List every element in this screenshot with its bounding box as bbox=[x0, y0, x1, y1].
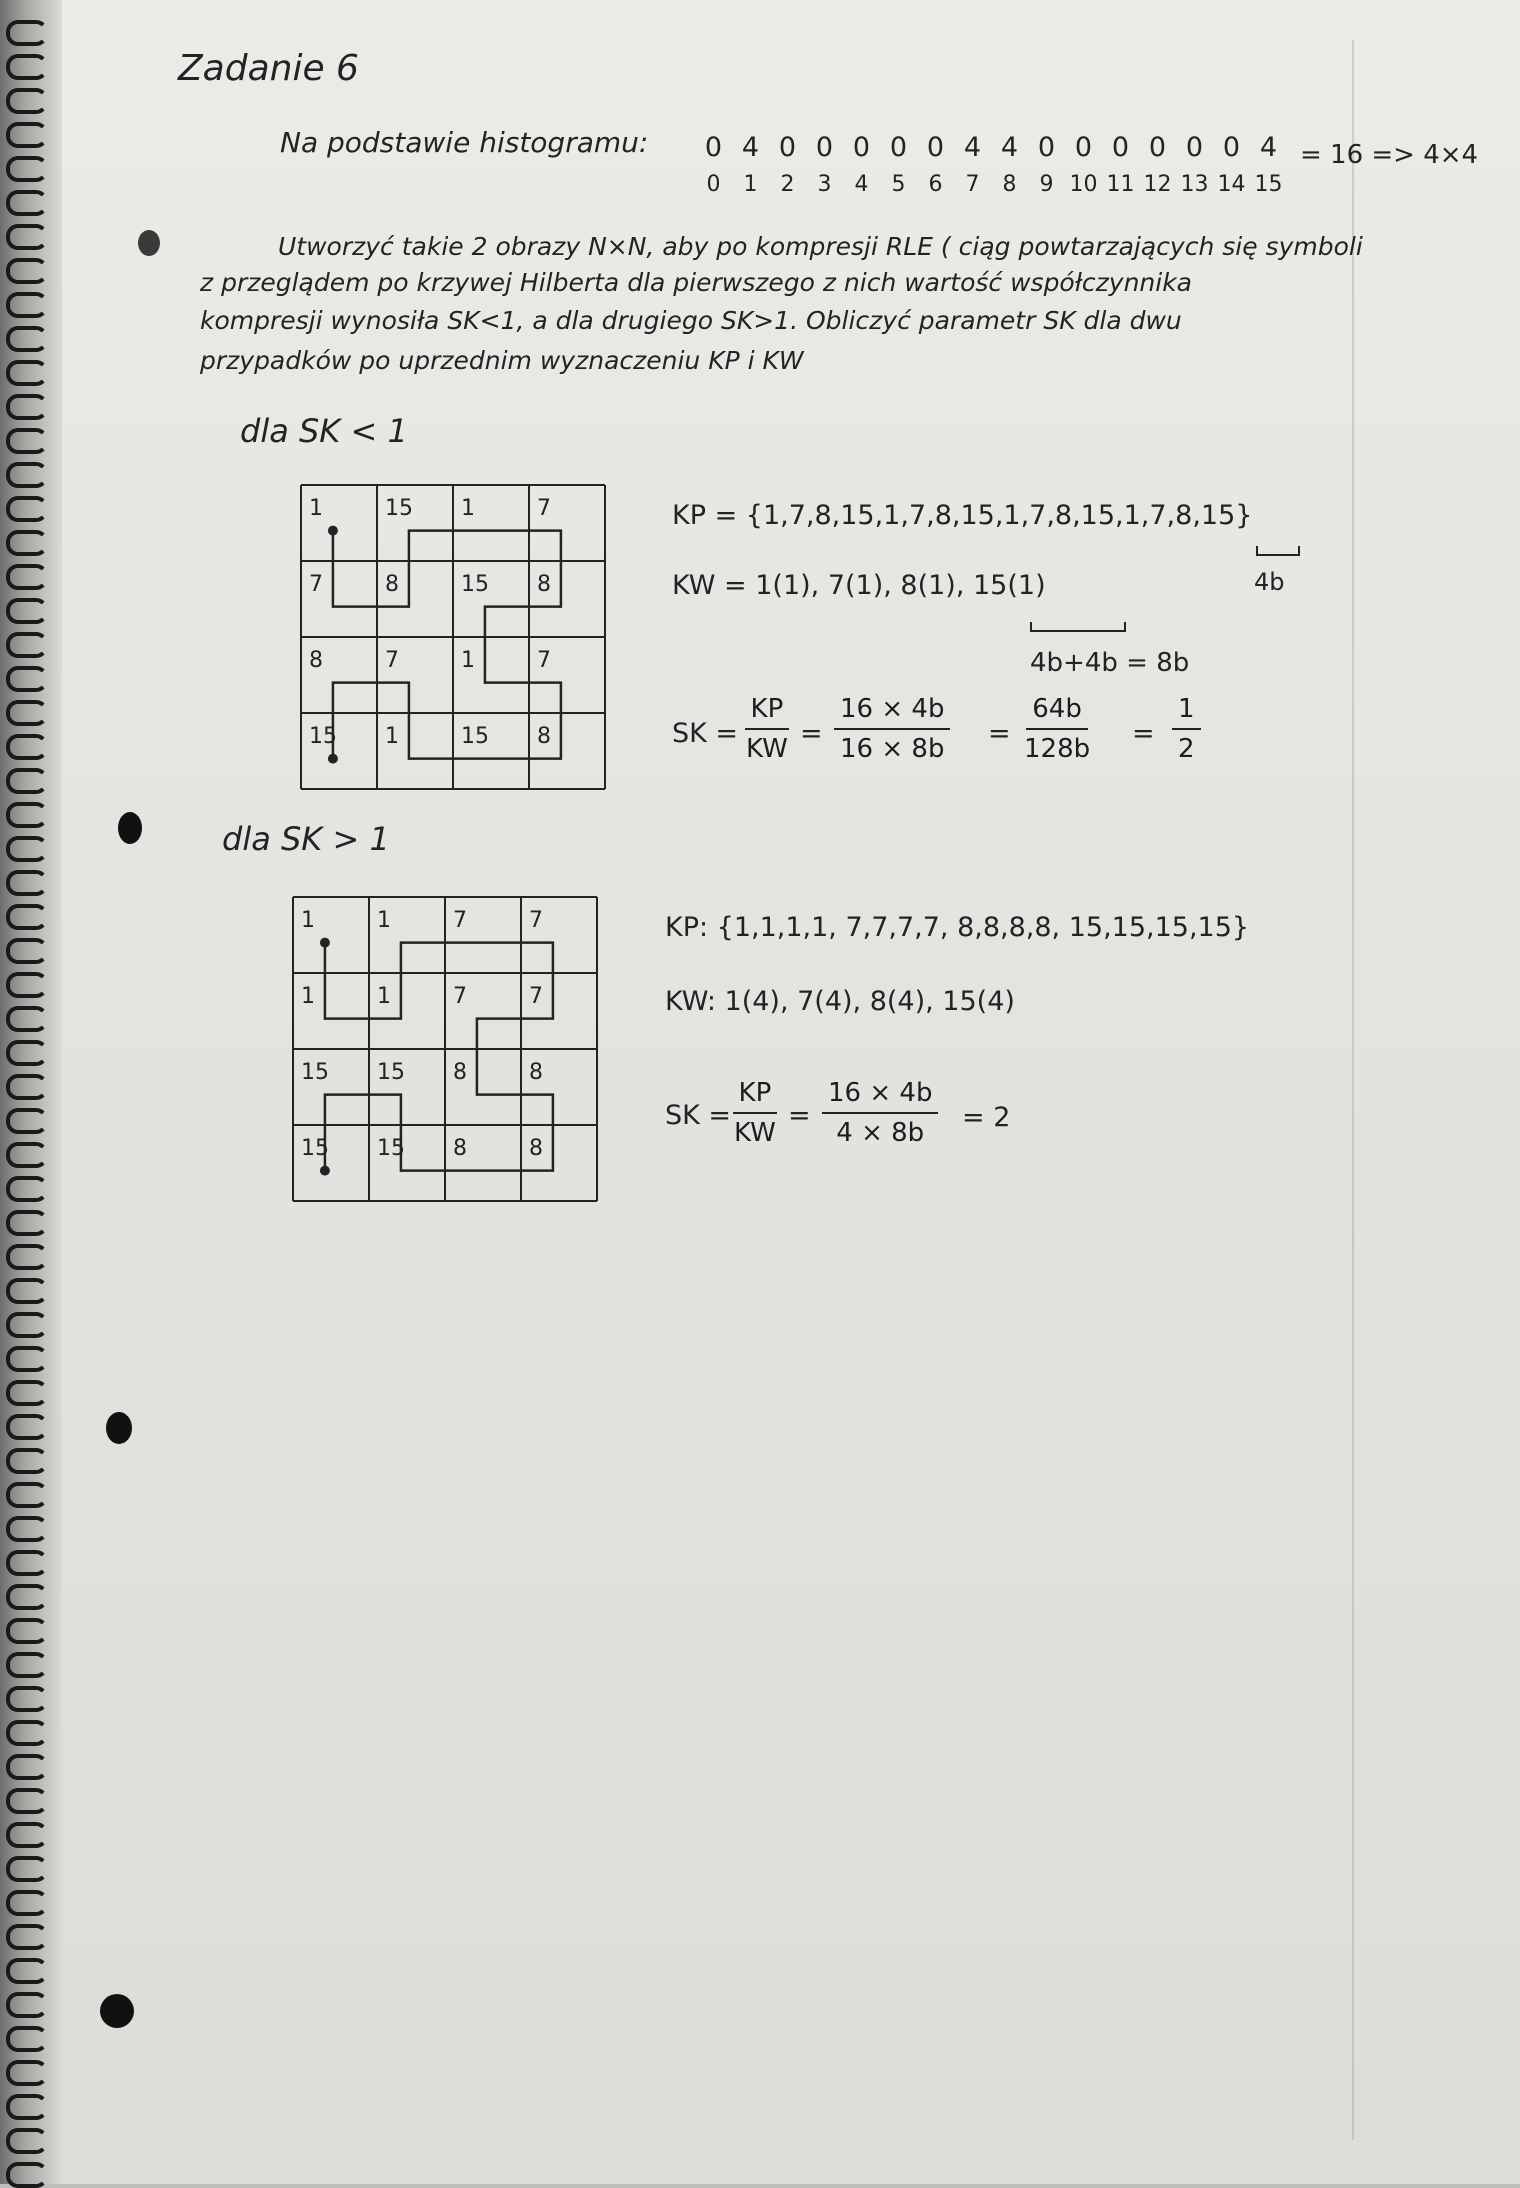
histogram-value: 0 bbox=[852, 132, 871, 163]
case1-cell-value: 8 bbox=[309, 648, 323, 673]
spiral-ring bbox=[6, 428, 48, 454]
case1-f2-den: 16 × 8b bbox=[840, 734, 945, 764]
case2-cell-value: 8 bbox=[529, 1060, 543, 1085]
spiral-ring bbox=[6, 54, 48, 80]
histogram-value: 0 bbox=[926, 132, 945, 163]
spiral-ring bbox=[6, 88, 48, 114]
case1-hilbert-path bbox=[333, 531, 561, 759]
histogram-index: 7 bbox=[965, 172, 980, 197]
histogram-index: 14 bbox=[1217, 172, 1246, 197]
spiral-ring bbox=[6, 1210, 48, 1236]
histogram-result: = 16 => 4×4 bbox=[1300, 140, 1479, 170]
case1-fraction-kp-kw bbox=[740, 694, 794, 764]
histogram-index: 8 bbox=[1002, 172, 1017, 197]
case2-f1-den: KW bbox=[734, 1118, 776, 1148]
histogram-value: 0 bbox=[1037, 132, 1056, 163]
spiral-ring bbox=[6, 1550, 48, 1576]
histogram-index: 11 bbox=[1106, 172, 1135, 197]
case2-cell-value: 1 bbox=[301, 984, 315, 1009]
case1-path-end bbox=[328, 754, 338, 764]
case2-cell-value: 7 bbox=[529, 908, 543, 933]
case2-eq-1: = bbox=[788, 1100, 811, 1131]
spiral-ring bbox=[6, 1312, 48, 1338]
spiral-ring bbox=[6, 632, 48, 658]
histogram-index: 4 bbox=[854, 172, 869, 197]
case2-cell-value: 1 bbox=[377, 908, 391, 933]
case1-eq-1: = bbox=[800, 718, 823, 749]
spiral-ring bbox=[6, 156, 48, 182]
spiral-ring bbox=[6, 836, 48, 862]
spiral-ring bbox=[6, 360, 48, 386]
case1-path-start bbox=[328, 526, 338, 536]
spiral-ring bbox=[6, 462, 48, 488]
spiral-ring bbox=[6, 1618, 48, 1644]
spiral-ring bbox=[6, 496, 48, 522]
histogram-index: 10 bbox=[1069, 172, 1098, 197]
spiral-ring bbox=[6, 1720, 48, 1746]
case1-heading: dla SK < 1 bbox=[240, 412, 408, 450]
spiral-ring bbox=[6, 700, 48, 726]
case2-sk-label: SK = bbox=[665, 1100, 732, 1131]
case1-cell-value: 8 bbox=[385, 572, 399, 597]
histogram-value: 0 bbox=[704, 132, 723, 163]
spiral-ring bbox=[6, 1074, 48, 1100]
case1-eq-2: = bbox=[988, 718, 1011, 749]
spiral-ring bbox=[6, 122, 48, 148]
case1-kw-bits: 4b+4b = 8b bbox=[1030, 648, 1190, 678]
spiral-ring bbox=[6, 1278, 48, 1304]
histogram-index: 9 bbox=[1039, 172, 1054, 197]
histogram-value: 0 bbox=[889, 132, 908, 163]
spiral-ring bbox=[6, 564, 48, 590]
histogram-index: 6 bbox=[928, 172, 943, 197]
spiral-ring bbox=[6, 1142, 48, 1168]
case2-cell-value: 7 bbox=[453, 908, 467, 933]
case2-path-start bbox=[320, 938, 330, 948]
case2-heading: dla SK > 1 bbox=[222, 820, 390, 858]
histogram-index: 2 bbox=[780, 172, 795, 197]
spiral-ring bbox=[6, 598, 48, 624]
case1-cell-value: 7 bbox=[537, 648, 551, 673]
case1-kp: KP = {1,7,8,15,1,7,8,15,1,7,8,15,1,7,8,15} bbox=[672, 500, 1253, 531]
spiral-ring bbox=[6, 904, 48, 930]
case1-eq-3: = bbox=[1132, 718, 1155, 749]
case1-cell-value: 15 bbox=[385, 496, 413, 521]
case1-fraction-result bbox=[1172, 694, 1201, 764]
case2-fraction-kp-kw bbox=[728, 1078, 782, 1148]
case1-fraction-total bbox=[1018, 694, 1096, 764]
histogram-value: 4 bbox=[1259, 132, 1278, 163]
spiral-ring bbox=[6, 1652, 48, 1678]
spiral-ring bbox=[6, 1006, 48, 1032]
case1-kw-brace bbox=[1030, 622, 1126, 632]
case2-cell-value: 15 bbox=[377, 1136, 405, 1161]
histogram-index: 0 bbox=[706, 172, 721, 197]
case1-cell-value: 7 bbox=[385, 648, 399, 673]
case2-grid bbox=[290, 894, 600, 1204]
histogram-index: 3 bbox=[817, 172, 832, 197]
histogram-index: 1 bbox=[743, 172, 758, 197]
spiral-ring bbox=[6, 2094, 48, 2120]
spiral-ring bbox=[6, 734, 48, 760]
spiral-ring bbox=[6, 1448, 48, 1474]
spiral-ring bbox=[6, 292, 48, 318]
histogram-value: 4 bbox=[741, 132, 760, 163]
case2-cell-value: 7 bbox=[529, 984, 543, 1009]
case1-cell-value: 15 bbox=[461, 724, 489, 749]
histogram-value: 4 bbox=[1000, 132, 1019, 163]
histogram-value: 0 bbox=[1111, 132, 1130, 163]
histogram-index: 15 bbox=[1254, 172, 1283, 197]
spiral-ring bbox=[6, 1516, 48, 1542]
task-line-4: przypadków po uprzednim wyznaczeniu KP i KW bbox=[200, 346, 804, 375]
case1-kp-bits: 4b bbox=[1254, 568, 1285, 596]
histogram-value: 0 bbox=[1222, 132, 1241, 163]
spiral-ring bbox=[6, 190, 48, 216]
histogram-label: Na podstawie histogramu: bbox=[280, 126, 649, 159]
spiral-ring bbox=[6, 1176, 48, 1202]
case1-cell-value: 7 bbox=[309, 572, 323, 597]
spiral-ring bbox=[6, 1958, 48, 1984]
spiral-ring bbox=[6, 1244, 48, 1270]
case2-cell-value: 1 bbox=[301, 908, 315, 933]
case1-kp-brace bbox=[1256, 546, 1300, 556]
case1-f1-den: KW bbox=[746, 734, 788, 764]
spiral-ring bbox=[6, 1040, 48, 1066]
spiral-ring bbox=[6, 1380, 48, 1406]
case1-f4-den: 2 bbox=[1178, 734, 1195, 764]
case2-result: = 2 bbox=[962, 1102, 1011, 1133]
spiral-ring bbox=[6, 2026, 48, 2052]
case2-f2-den: 4 × 8b bbox=[836, 1118, 925, 1148]
case2-cell-value: 8 bbox=[529, 1136, 543, 1161]
spiral-ring bbox=[6, 1108, 48, 1134]
case1-cell-value: 8 bbox=[537, 724, 551, 749]
spiral-ring bbox=[6, 2128, 48, 2154]
case1-cell-value: 15 bbox=[461, 572, 489, 597]
spiral-ring bbox=[6, 1346, 48, 1372]
spiral-ring bbox=[6, 2060, 48, 2086]
spiral-ring bbox=[6, 394, 48, 420]
spiral-ring bbox=[6, 1822, 48, 1848]
case1-cell-value: 15 bbox=[309, 724, 337, 749]
case2-hilbert-path bbox=[325, 943, 553, 1171]
spiral-ring bbox=[6, 666, 48, 692]
spiral-ring bbox=[6, 1686, 48, 1712]
case2-cell-value: 8 bbox=[453, 1136, 467, 1161]
spiral-ring bbox=[6, 2162, 48, 2188]
spiral-ring bbox=[6, 258, 48, 284]
punch-hole bbox=[118, 812, 142, 844]
margin-line bbox=[1352, 40, 1354, 2140]
spiral-ring bbox=[6, 1890, 48, 1916]
histogram-value: 0 bbox=[1148, 132, 1167, 163]
task-line-1: Utworzyć takie 2 obrazy N×N, aby po kompresji RLE ( ciąg powtarzających się symboli bbox=[278, 232, 1363, 261]
histogram-index: 12 bbox=[1143, 172, 1172, 197]
punch-hole bbox=[106, 1412, 132, 1444]
page-title: Zadanie 6 bbox=[178, 48, 359, 89]
punch-hole bbox=[138, 230, 160, 256]
histogram-indices bbox=[695, 172, 1287, 197]
case1-cell-value: 7 bbox=[537, 496, 551, 521]
spiral-ring bbox=[6, 1482, 48, 1508]
histogram-index: 5 bbox=[891, 172, 906, 197]
case1-f3-den: 128b bbox=[1024, 734, 1091, 764]
task-line-3: kompresji wynosiła SK<1, a dla drugiego SK>1. Obliczyć parametr SK dla dwu bbox=[200, 306, 1182, 335]
case1-f3-num: 64b bbox=[1026, 694, 1088, 730]
case1-grid bbox=[298, 482, 608, 792]
spiral-ring bbox=[6, 1414, 48, 1440]
case2-f1-num: KP bbox=[733, 1078, 778, 1114]
case1-sk-label: SK = bbox=[672, 718, 739, 749]
histogram-value: 0 bbox=[815, 132, 834, 163]
spiral-ring bbox=[6, 768, 48, 794]
case2-kw: KW: 1(4), 7(4), 8(4), 15(4) bbox=[665, 986, 1015, 1017]
spiral-ring bbox=[6, 972, 48, 998]
case1-cell-value: 1 bbox=[461, 648, 475, 673]
task-line-2: z przeglądem po krzywej Hilberta dla pierwszego z nich wartość współczynnika bbox=[200, 268, 1193, 297]
spiral-ring bbox=[6, 1924, 48, 1950]
case2-cell-value: 7 bbox=[453, 984, 467, 1009]
spiral-ring bbox=[6, 938, 48, 964]
case2-kp: KP: {1,1,1,1, 7,7,7,7, 8,8,8,8, 15,15,15,15} bbox=[665, 912, 1250, 943]
histogram-value: 0 bbox=[778, 132, 797, 163]
case1-cell-value: 8 bbox=[537, 572, 551, 597]
spiral-ring bbox=[6, 224, 48, 250]
spiral-ring bbox=[6, 530, 48, 556]
case1-kw: KW = 1(1), 7(1), 8(1), 15(1) bbox=[672, 570, 1046, 601]
histogram-value: 4 bbox=[963, 132, 982, 163]
spiral-ring bbox=[6, 1754, 48, 1780]
spiral-ring bbox=[6, 1788, 48, 1814]
case2-cell-value: 15 bbox=[301, 1060, 329, 1085]
case2-f2-num: 16 × 4b bbox=[822, 1078, 938, 1114]
spiral-ring bbox=[6, 1584, 48, 1610]
case2-cell-value: 8 bbox=[453, 1060, 467, 1085]
spiral-ring bbox=[6, 1856, 48, 1882]
case2-path-end bbox=[320, 1166, 330, 1176]
histogram-values bbox=[695, 132, 1287, 163]
case1-fraction-bits bbox=[834, 694, 950, 764]
case2-cell-value: 1 bbox=[377, 984, 391, 1009]
histogram-index: 13 bbox=[1180, 172, 1209, 197]
case1-f4-num: 1 bbox=[1172, 694, 1201, 730]
case1-f2-num: 16 × 4b bbox=[834, 694, 950, 730]
punch-hole bbox=[100, 1994, 134, 2028]
case2-cell-value: 15 bbox=[301, 1136, 329, 1161]
spiral-ring bbox=[6, 20, 48, 46]
case1-cell-value: 1 bbox=[385, 724, 399, 749]
case2-fraction-bits bbox=[822, 1078, 938, 1148]
spiral-ring bbox=[6, 1992, 48, 2018]
spiral-ring bbox=[6, 870, 48, 896]
spiral-ring bbox=[6, 326, 48, 352]
histogram-value: 0 bbox=[1185, 132, 1204, 163]
case2-cell-value: 15 bbox=[377, 1060, 405, 1085]
case1-cell-value: 1 bbox=[309, 496, 323, 521]
case1-f1-num: KP bbox=[745, 694, 790, 730]
histogram-value: 0 bbox=[1074, 132, 1093, 163]
case1-cell-value: 1 bbox=[461, 496, 475, 521]
spiral-ring bbox=[6, 802, 48, 828]
